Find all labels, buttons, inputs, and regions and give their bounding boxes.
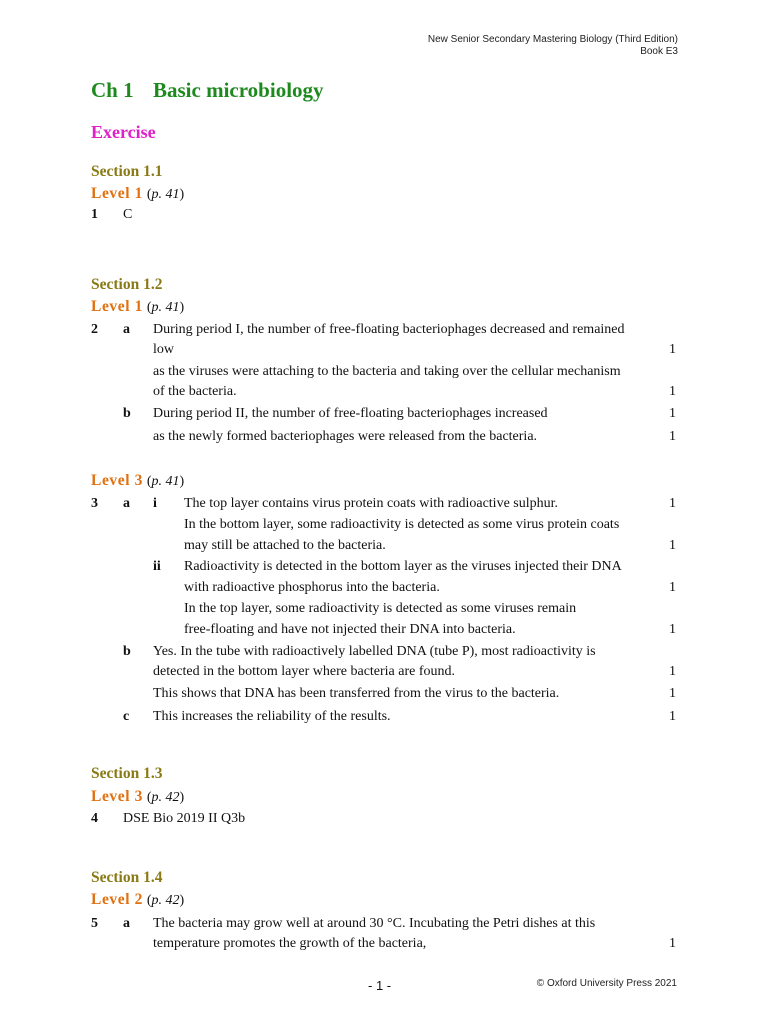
mark: 1 — [669, 538, 676, 553]
page-reference: p. 41 — [151, 300, 180, 315]
level-label: Level 1 — [91, 185, 143, 202]
copyright-notice: © Oxford University Press 2021 — [536, 978, 677, 989]
page-reference: p. 41 — [151, 187, 180, 202]
answer-text: detected in the bottom layer where bacteria are found. — [153, 664, 456, 679]
mark: 1 — [669, 709, 676, 724]
level-heading: Level 2 (p. 42) — [91, 891, 185, 908]
answer-text: C — [123, 207, 133, 222]
answer-text: free-floating and have not injected their DNA into bacteria. — [184, 622, 516, 637]
answer-text: The bacteria may grow well at around 30 °C. Incubating the Petri dishes at this — [153, 916, 596, 931]
mark: 1 — [669, 686, 676, 701]
answer-text: This shows that DNA has been transferred from the virus to the bacteria. — [153, 686, 560, 701]
level-label: Level 1 — [91, 298, 143, 315]
chapter-number: Ch 1 — [91, 78, 134, 102]
exercise-heading: Exercise — [91, 122, 156, 142]
question-number: 2 — [91, 322, 98, 337]
answer-text: During period I, the number of free-floating bacteriophages decreased and remained — [153, 322, 625, 337]
part-label: a — [123, 916, 130, 931]
mark: 1 — [669, 622, 676, 637]
level-label: Level 2 — [91, 891, 143, 908]
chapter-title: Basic microbiology — [153, 78, 324, 102]
question-number: 1 — [91, 207, 98, 222]
mark: 1 — [669, 384, 676, 399]
answer-text: low — [153, 342, 174, 357]
section-heading: Section 1.1 — [91, 163, 163, 180]
page-reference: p. 42 — [151, 790, 180, 805]
answer-text: In the bottom layer, some radioactivity is detected as some virus protein coats — [184, 517, 620, 532]
question-number: 5 — [91, 916, 98, 931]
subpart-label: ii — [153, 559, 161, 574]
answer-text: of the bacteria. — [153, 384, 237, 399]
mark: 1 — [669, 580, 676, 595]
question-number: 3 — [91, 496, 98, 511]
answer-text: Radioactivity is detected in the bottom layer as the viruses injected their DNA — [184, 559, 622, 574]
part-label: c — [123, 709, 130, 724]
level-heading: Level 1 (p. 41) — [91, 298, 185, 315]
subpart-label: i — [153, 496, 157, 511]
part-label: a — [123, 496, 130, 511]
answer-text: This increases the reliability of the results. — [153, 709, 391, 724]
answer-text: with radioactive phosphorus into the bacteria. — [184, 580, 440, 595]
mark: 1 — [669, 342, 676, 357]
mark: 1 — [669, 496, 676, 511]
section-heading: Section 1.4 — [91, 869, 163, 886]
running-header — [428, 34, 678, 58]
part-label: b — [123, 644, 131, 659]
level-heading: Level 3 (p. 41) — [91, 472, 185, 489]
header-book-volume: Book E3 — [640, 46, 678, 57]
mark: 1 — [669, 664, 676, 679]
mark: 1 — [669, 429, 676, 444]
section-heading: Section 1.3 — [91, 765, 163, 782]
chapter-heading — [91, 78, 324, 103]
answer-text: as the newly formed bacteriophages were released from the bacteria. — [153, 429, 538, 444]
level-heading: Level 1 (p. 41) — [91, 185, 185, 202]
level-heading: Level 3 (p. 42) — [91, 788, 185, 805]
answer-text: In the top layer, some radioactivity is detected as some viruses remain — [184, 601, 577, 616]
page-number: - 1 - — [368, 978, 392, 993]
section-heading: Section 1.2 — [91, 276, 163, 293]
answer-text: as the viruses were attaching to the bacteria and taking over the cellular mechanism — [153, 364, 621, 379]
mark: 1 — [669, 936, 676, 951]
answer-text: temperature promotes the growth of the bacteria, — [153, 936, 427, 951]
answer-text: During period II, the number of free-floating bacteriophages increased — [153, 406, 548, 421]
header-book-title: New Senior Secondary Mastering Biology (Third Edition) — [427, 34, 678, 45]
answer-text: may still be attached to the bacteria. — [184, 538, 386, 553]
mark: 1 — [669, 406, 676, 421]
level-label: Level 3 — [91, 788, 143, 805]
page-reference: p. 42 — [151, 893, 180, 908]
answer-text: DSE Bio 2019 II Q3b — [123, 811, 246, 826]
question-number: 4 — [91, 811, 98, 826]
page-reference: p. 41 — [151, 474, 180, 489]
answer-text: The top layer contains virus protein coats with radioactive sulphur. — [184, 496, 559, 511]
part-label: b — [123, 406, 131, 421]
part-label: a — [123, 322, 130, 337]
answer-text: Yes. In the tube with radioactively labelled DNA (tube P), most radioactivity is — [153, 644, 596, 659]
level-label: Level 3 — [91, 472, 143, 489]
